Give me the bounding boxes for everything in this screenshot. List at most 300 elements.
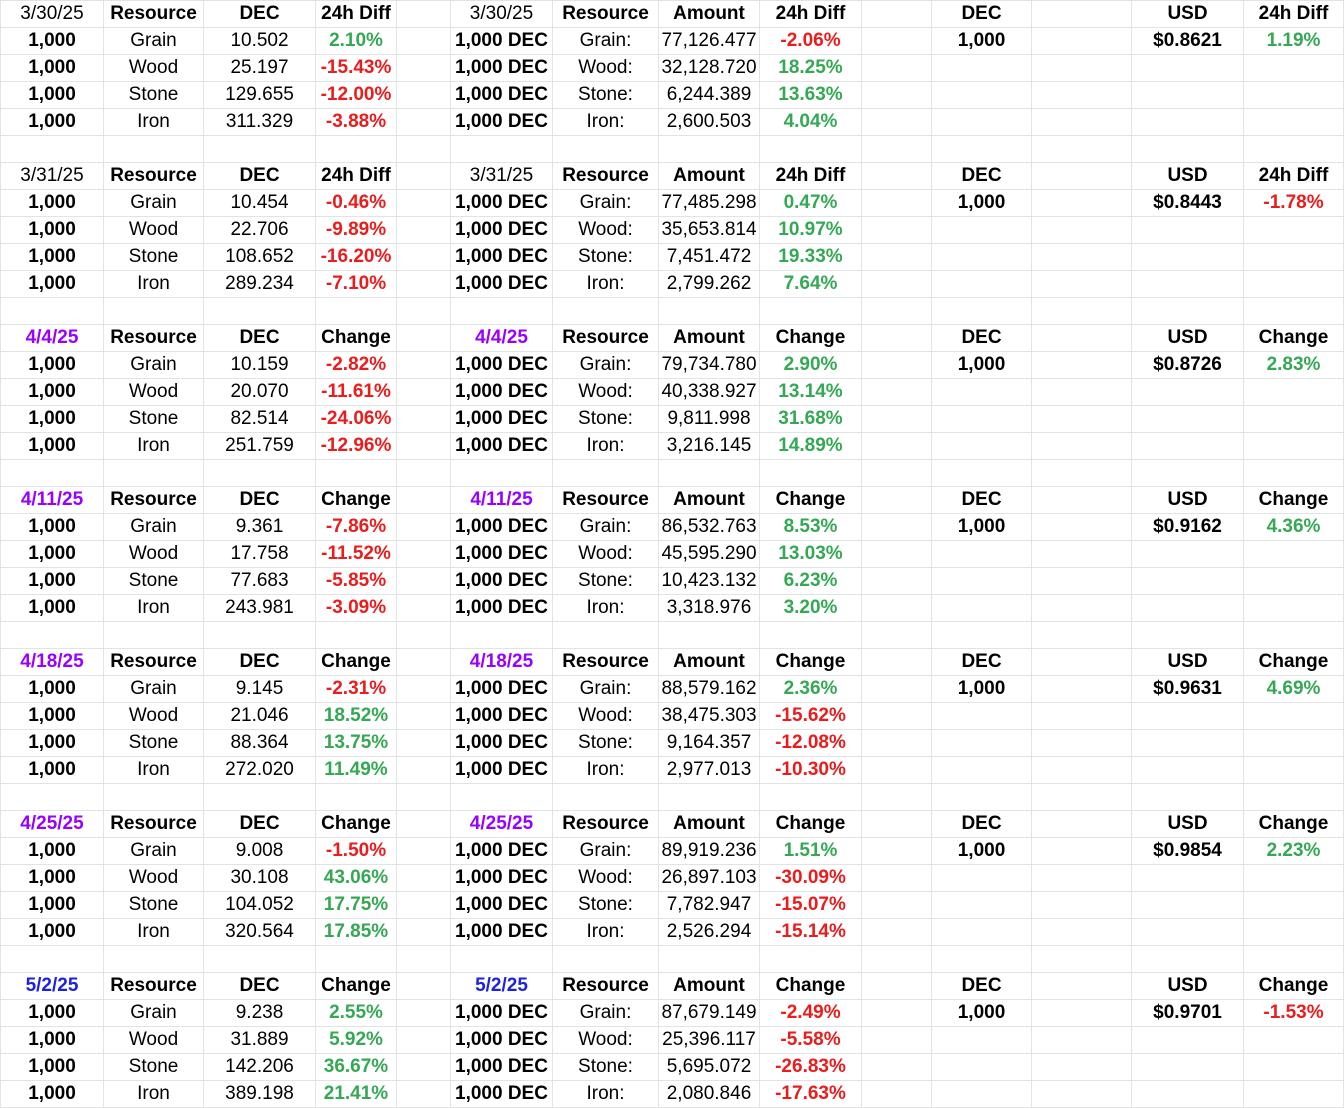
- resource-cell[interactable]: Wood: [104, 1027, 204, 1054]
- dec-price-cell[interactable]: 272.020: [204, 757, 316, 784]
- amount-cell[interactable]: 6,244.389: [659, 82, 760, 109]
- empty-cell[interactable]: [1032, 784, 1132, 811]
- quantity-cell[interactable]: 1,000: [1, 55, 104, 82]
- empty-cell[interactable]: [1032, 298, 1132, 325]
- empty-cell[interactable]: [1032, 379, 1132, 406]
- empty-cell[interactable]: [1032, 1027, 1132, 1054]
- empty-cell[interactable]: [1132, 568, 1244, 595]
- resource-cell[interactable]: Iron: [104, 919, 204, 946]
- dec-price-cell[interactable]: 108.652: [204, 244, 316, 271]
- empty-cell[interactable]: [1244, 1081, 1344, 1108]
- empty-cell[interactable]: [862, 676, 932, 703]
- change-cell[interactable]: 21.41%: [316, 1081, 397, 1108]
- empty-cell[interactable]: [397, 460, 451, 487]
- empty-cell[interactable]: [451, 622, 553, 649]
- change-cell[interactable]: -3.09%: [316, 595, 397, 622]
- empty-cell[interactable]: [932, 82, 1032, 109]
- change-cell[interactable]: -0.46%: [316, 190, 397, 217]
- empty-cell[interactable]: [397, 136, 451, 163]
- date-cell[interactable]: 4/25/25: [1, 811, 104, 838]
- empty-cell[interactable]: [1032, 676, 1132, 703]
- empty-cell[interactable]: [862, 109, 932, 136]
- dec-price-cell[interactable]: 10.454: [204, 190, 316, 217]
- dec-quantity-cell[interactable]: 1,000 DEC: [451, 433, 553, 460]
- empty-cell[interactable]: [659, 136, 760, 163]
- column-header[interactable]: DEC: [932, 487, 1032, 514]
- empty-cell[interactable]: [932, 784, 1032, 811]
- change-cell[interactable]: 17.75%: [316, 892, 397, 919]
- empty-cell[interactable]: [1032, 1000, 1132, 1027]
- empty-cell[interactable]: [862, 379, 932, 406]
- change-cell[interactable]: -15.14%: [760, 919, 862, 946]
- resource-cell[interactable]: Grain:: [553, 190, 659, 217]
- quantity-cell[interactable]: 1,000: [1, 757, 104, 784]
- resource-cell[interactable]: Wood:: [553, 55, 659, 82]
- empty-cell[interactable]: [397, 1081, 451, 1108]
- resource-cell[interactable]: Iron:: [553, 109, 659, 136]
- quantity-cell[interactable]: 1,000: [1, 1081, 104, 1108]
- empty-cell[interactable]: [1244, 946, 1344, 973]
- column-header[interactable]: Resource: [104, 649, 204, 676]
- empty-cell[interactable]: [932, 298, 1032, 325]
- column-header[interactable]: USD: [1132, 973, 1244, 1000]
- empty-cell[interactable]: [862, 298, 932, 325]
- empty-cell[interactable]: [659, 622, 760, 649]
- quantity-cell[interactable]: 1,000: [1, 217, 104, 244]
- empty-cell[interactable]: [1132, 109, 1244, 136]
- empty-cell[interactable]: [862, 730, 932, 757]
- column-header[interactable]: Resource: [553, 1, 659, 28]
- empty-cell[interactable]: [1244, 703, 1344, 730]
- change-cell[interactable]: 2.36%: [760, 676, 862, 703]
- dec-price-cell[interactable]: 104.052: [204, 892, 316, 919]
- column-header[interactable]: 24h Diff: [760, 163, 862, 190]
- amount-cell[interactable]: 3,318.976: [659, 595, 760, 622]
- empty-cell[interactable]: [862, 595, 932, 622]
- empty-cell[interactable]: [932, 622, 1032, 649]
- empty-cell[interactable]: [932, 946, 1032, 973]
- amount-cell[interactable]: 9,164.357: [659, 730, 760, 757]
- dec-quantity-cell[interactable]: 1,000 DEC: [451, 244, 553, 271]
- amount-cell[interactable]: 9,811.998: [659, 406, 760, 433]
- dec-price-cell[interactable]: 9.008: [204, 838, 316, 865]
- empty-cell[interactable]: [862, 1054, 932, 1081]
- empty-cell[interactable]: [397, 757, 451, 784]
- empty-cell[interactable]: [862, 271, 932, 298]
- date-cell[interactable]: 5/2/25: [451, 973, 553, 1000]
- column-header[interactable]: DEC: [932, 325, 1032, 352]
- change-cell[interactable]: 2.90%: [760, 352, 862, 379]
- column-header[interactable]: DEC: [932, 649, 1032, 676]
- dec-quantity-cell[interactable]: 1,000 DEC: [451, 1000, 553, 1027]
- empty-cell[interactable]: [862, 892, 932, 919]
- dec-quantity-cell[interactable]: 1,000 DEC: [451, 514, 553, 541]
- empty-cell[interactable]: [1032, 406, 1132, 433]
- column-header[interactable]: 24h Diff: [1244, 163, 1344, 190]
- column-header[interactable]: DEC: [932, 973, 1032, 1000]
- dec-price-cell[interactable]: 9.238: [204, 1000, 316, 1027]
- quantity-cell[interactable]: 1,000: [1, 1000, 104, 1027]
- amount-cell[interactable]: 2,600.503: [659, 109, 760, 136]
- empty-cell[interactable]: [862, 757, 932, 784]
- empty-cell[interactable]: [932, 1054, 1032, 1081]
- resource-cell[interactable]: Stone: [104, 244, 204, 271]
- empty-cell[interactable]: [1132, 298, 1244, 325]
- empty-cell[interactable]: [1244, 136, 1344, 163]
- empty-cell[interactable]: [862, 163, 932, 190]
- empty-cell[interactable]: [862, 325, 932, 352]
- resource-cell[interactable]: Wood: [104, 703, 204, 730]
- empty-cell[interactable]: [316, 622, 397, 649]
- empty-cell[interactable]: [1, 622, 104, 649]
- column-header[interactable]: Change: [760, 649, 862, 676]
- empty-cell[interactable]: [1132, 595, 1244, 622]
- amount-cell[interactable]: 2,526.294: [659, 919, 760, 946]
- empty-cell[interactable]: [1244, 244, 1344, 271]
- dec-price-cell[interactable]: 21.046: [204, 703, 316, 730]
- resource-cell[interactable]: Grain: [104, 28, 204, 55]
- change-cell[interactable]: 4.36%: [1244, 514, 1344, 541]
- empty-cell[interactable]: [104, 298, 204, 325]
- empty-cell[interactable]: [397, 325, 451, 352]
- empty-cell[interactable]: [659, 784, 760, 811]
- dec-quantity-cell[interactable]: 1,000 DEC: [451, 271, 553, 298]
- empty-cell[interactable]: [204, 946, 316, 973]
- empty-cell[interactable]: [862, 811, 932, 838]
- empty-cell[interactable]: [932, 757, 1032, 784]
- empty-cell[interactable]: [1032, 136, 1132, 163]
- empty-cell[interactable]: [1244, 757, 1344, 784]
- change-cell[interactable]: -15.43%: [316, 55, 397, 82]
- dec-quantity-cell[interactable]: 1,000 DEC: [451, 379, 553, 406]
- change-cell[interactable]: -2.82%: [316, 352, 397, 379]
- empty-cell[interactable]: [1032, 433, 1132, 460]
- dec-quantity-cell[interactable]: 1,000 DEC: [451, 28, 553, 55]
- empty-cell[interactable]: [1132, 379, 1244, 406]
- empty-cell[interactable]: [1032, 1081, 1132, 1108]
- empty-cell[interactable]: [1132, 1027, 1244, 1054]
- empty-cell[interactable]: [1244, 109, 1344, 136]
- empty-cell[interactable]: [659, 298, 760, 325]
- dec-price-cell[interactable]: 22.706: [204, 217, 316, 244]
- empty-cell[interactable]: [760, 622, 862, 649]
- empty-cell[interactable]: [1132, 703, 1244, 730]
- amount-cell[interactable]: 25,396.117: [659, 1027, 760, 1054]
- empty-cell[interactable]: [1032, 892, 1132, 919]
- change-cell[interactable]: 2.23%: [1244, 838, 1344, 865]
- empty-cell[interactable]: [1032, 649, 1132, 676]
- empty-cell[interactable]: [397, 811, 451, 838]
- empty-cell[interactable]: [1132, 919, 1244, 946]
- empty-cell[interactable]: [104, 460, 204, 487]
- change-cell[interactable]: 10.97%: [760, 217, 862, 244]
- usd-cell[interactable]: $0.9162: [1132, 514, 1244, 541]
- resource-cell[interactable]: Grain: [104, 1000, 204, 1027]
- resource-cell[interactable]: Wood: [104, 379, 204, 406]
- resource-cell[interactable]: Stone: [104, 892, 204, 919]
- empty-cell[interactable]: [316, 460, 397, 487]
- change-cell[interactable]: -7.10%: [316, 271, 397, 298]
- resource-cell[interactable]: Stone:: [553, 1054, 659, 1081]
- change-cell[interactable]: 18.25%: [760, 55, 862, 82]
- resource-cell[interactable]: Iron:: [553, 757, 659, 784]
- dec-quantity-cell[interactable]: 1,000 DEC: [451, 217, 553, 244]
- empty-cell[interactable]: [1132, 271, 1244, 298]
- date-cell[interactable]: 3/31/25: [1, 163, 104, 190]
- empty-cell[interactable]: [862, 1027, 932, 1054]
- empty-cell[interactable]: [397, 1000, 451, 1027]
- dec-cell[interactable]: 1,000: [932, 28, 1032, 55]
- change-cell[interactable]: -24.06%: [316, 406, 397, 433]
- quantity-cell[interactable]: 1,000: [1, 919, 104, 946]
- empty-cell[interactable]: [1244, 1027, 1344, 1054]
- empty-cell[interactable]: [932, 244, 1032, 271]
- dec-quantity-cell[interactable]: 1,000 DEC: [451, 352, 553, 379]
- resource-cell[interactable]: Stone: [104, 82, 204, 109]
- dec-price-cell[interactable]: 311.329: [204, 109, 316, 136]
- change-cell[interactable]: 11.49%: [316, 757, 397, 784]
- dec-price-cell[interactable]: 82.514: [204, 406, 316, 433]
- empty-cell[interactable]: [1132, 433, 1244, 460]
- empty-cell[interactable]: [862, 865, 932, 892]
- resource-cell[interactable]: Wood: [104, 55, 204, 82]
- date-cell[interactable]: 4/4/25: [1, 325, 104, 352]
- empty-cell[interactable]: [397, 406, 451, 433]
- empty-cell[interactable]: [760, 784, 862, 811]
- empty-cell[interactable]: [397, 541, 451, 568]
- empty-cell[interactable]: [862, 460, 932, 487]
- resource-cell[interactable]: Iron: [104, 757, 204, 784]
- empty-cell[interactable]: [932, 406, 1032, 433]
- column-header[interactable]: DEC: [204, 1, 316, 28]
- change-cell[interactable]: 2.10%: [316, 28, 397, 55]
- change-cell[interactable]: 0.47%: [760, 190, 862, 217]
- empty-cell[interactable]: [1032, 946, 1132, 973]
- empty-cell[interactable]: [204, 460, 316, 487]
- empty-cell[interactable]: [553, 460, 659, 487]
- empty-cell[interactable]: [1132, 757, 1244, 784]
- quantity-cell[interactable]: 1,000: [1, 703, 104, 730]
- empty-cell[interactable]: [1032, 55, 1132, 82]
- dec-price-cell[interactable]: 289.234: [204, 271, 316, 298]
- column-header[interactable]: 24h Diff: [316, 163, 397, 190]
- change-cell[interactable]: 2.83%: [1244, 352, 1344, 379]
- empty-cell[interactable]: [932, 55, 1032, 82]
- column-header[interactable]: Resource: [553, 325, 659, 352]
- empty-cell[interactable]: [104, 946, 204, 973]
- resource-cell[interactable]: Grain:: [553, 838, 659, 865]
- empty-cell[interactable]: [1032, 919, 1132, 946]
- dec-price-cell[interactable]: 243.981: [204, 595, 316, 622]
- empty-cell[interactable]: [1032, 973, 1132, 1000]
- change-cell[interactable]: -1.50%: [316, 838, 397, 865]
- column-header[interactable]: Resource: [553, 649, 659, 676]
- empty-cell[interactable]: [1032, 730, 1132, 757]
- empty-cell[interactable]: [932, 433, 1032, 460]
- empty-cell[interactable]: [862, 1081, 932, 1108]
- empty-cell[interactable]: [397, 514, 451, 541]
- change-cell[interactable]: 13.14%: [760, 379, 862, 406]
- dec-cell[interactable]: 1,000: [932, 352, 1032, 379]
- empty-cell[interactable]: [862, 433, 932, 460]
- quantity-cell[interactable]: 1,000: [1, 730, 104, 757]
- column-header[interactable]: Resource: [104, 487, 204, 514]
- empty-cell[interactable]: [862, 217, 932, 244]
- quantity-cell[interactable]: 1,000: [1, 838, 104, 865]
- dec-quantity-cell[interactable]: 1,000 DEC: [451, 109, 553, 136]
- column-header[interactable]: Change: [760, 973, 862, 1000]
- quantity-cell[interactable]: 1,000: [1, 514, 104, 541]
- resource-cell[interactable]: Stone:: [553, 730, 659, 757]
- amount-cell[interactable]: 2,080.846: [659, 1081, 760, 1108]
- quantity-cell[interactable]: 1,000: [1, 406, 104, 433]
- resource-cell[interactable]: Iron: [104, 595, 204, 622]
- date-cell[interactable]: 3/30/25: [1, 1, 104, 28]
- empty-cell[interactable]: [659, 460, 760, 487]
- empty-cell[interactable]: [932, 271, 1032, 298]
- resource-cell[interactable]: Wood:: [553, 541, 659, 568]
- empty-cell[interactable]: [1244, 298, 1344, 325]
- resource-cell[interactable]: Wood: [104, 541, 204, 568]
- change-cell[interactable]: -12.96%: [316, 433, 397, 460]
- empty-cell[interactable]: [1244, 622, 1344, 649]
- empty-cell[interactable]: [104, 136, 204, 163]
- change-cell[interactable]: -17.63%: [760, 1081, 862, 1108]
- dec-price-cell[interactable]: 129.655: [204, 82, 316, 109]
- change-cell[interactable]: -12.00%: [316, 82, 397, 109]
- resource-cell[interactable]: Grain:: [553, 352, 659, 379]
- empty-cell[interactable]: [1032, 244, 1132, 271]
- empty-cell[interactable]: [553, 136, 659, 163]
- empty-cell[interactable]: [397, 946, 451, 973]
- dec-price-cell[interactable]: 9.361: [204, 514, 316, 541]
- column-header[interactable]: DEC: [204, 649, 316, 676]
- empty-cell[interactable]: [397, 892, 451, 919]
- resource-cell[interactable]: Grain: [104, 190, 204, 217]
- resource-cell[interactable]: Wood: [104, 217, 204, 244]
- empty-cell[interactable]: [1032, 82, 1132, 109]
- change-cell[interactable]: -3.88%: [316, 109, 397, 136]
- empty-cell[interactable]: [1032, 190, 1132, 217]
- empty-cell[interactable]: [1032, 109, 1132, 136]
- resource-cell[interactable]: Stone:: [553, 568, 659, 595]
- amount-cell[interactable]: 40,338.927: [659, 379, 760, 406]
- change-cell[interactable]: -10.30%: [760, 757, 862, 784]
- change-cell[interactable]: 1.19%: [1244, 28, 1344, 55]
- empty-cell[interactable]: [862, 703, 932, 730]
- empty-cell[interactable]: [1, 460, 104, 487]
- empty-cell[interactable]: [316, 784, 397, 811]
- quantity-cell[interactable]: 1,000: [1, 271, 104, 298]
- empty-cell[interactable]: [932, 460, 1032, 487]
- amount-cell[interactable]: 35,653.814: [659, 217, 760, 244]
- empty-cell[interactable]: [1244, 55, 1344, 82]
- empty-cell[interactable]: [862, 1000, 932, 1027]
- empty-cell[interactable]: [397, 568, 451, 595]
- change-cell[interactable]: 31.68%: [760, 406, 862, 433]
- column-header[interactable]: Resource: [553, 811, 659, 838]
- column-header[interactable]: Amount: [659, 487, 760, 514]
- empty-cell[interactable]: [760, 298, 862, 325]
- resource-cell[interactable]: Grain:: [553, 676, 659, 703]
- quantity-cell[interactable]: 1,000: [1, 676, 104, 703]
- dec-cell[interactable]: 1,000: [932, 514, 1032, 541]
- empty-cell[interactable]: [932, 865, 1032, 892]
- quantity-cell[interactable]: 1,000: [1, 190, 104, 217]
- column-header[interactable]: DEC: [204, 973, 316, 1000]
- dec-price-cell[interactable]: 10.502: [204, 28, 316, 55]
- dec-quantity-cell[interactable]: 1,000 DEC: [451, 838, 553, 865]
- amount-cell[interactable]: 86,532.763: [659, 514, 760, 541]
- empty-cell[interactable]: [553, 946, 659, 973]
- dec-cell[interactable]: 1,000: [932, 838, 1032, 865]
- empty-cell[interactable]: [1032, 163, 1132, 190]
- change-cell[interactable]: 5.92%: [316, 1027, 397, 1054]
- empty-cell[interactable]: [104, 622, 204, 649]
- empty-cell[interactable]: [553, 622, 659, 649]
- change-cell[interactable]: -16.20%: [316, 244, 397, 271]
- empty-cell[interactable]: [1132, 784, 1244, 811]
- column-header[interactable]: Resource: [553, 487, 659, 514]
- empty-cell[interactable]: [451, 784, 553, 811]
- empty-cell[interactable]: [1244, 271, 1344, 298]
- dec-price-cell[interactable]: 10.159: [204, 352, 316, 379]
- usd-cell[interactable]: $0.9701: [1132, 1000, 1244, 1027]
- change-cell[interactable]: -15.62%: [760, 703, 862, 730]
- empty-cell[interactable]: [1244, 1054, 1344, 1081]
- empty-cell[interactable]: [553, 784, 659, 811]
- change-cell[interactable]: -11.52%: [316, 541, 397, 568]
- empty-cell[interactable]: [397, 298, 451, 325]
- column-header[interactable]: 24h Diff: [1244, 1, 1344, 28]
- empty-cell[interactable]: [862, 946, 932, 973]
- empty-cell[interactable]: [862, 568, 932, 595]
- amount-cell[interactable]: 88,579.162: [659, 676, 760, 703]
- change-cell[interactable]: -2.31%: [316, 676, 397, 703]
- empty-cell[interactable]: [1, 298, 104, 325]
- empty-cell[interactable]: [1132, 1081, 1244, 1108]
- empty-cell[interactable]: [862, 244, 932, 271]
- empty-cell[interactable]: [932, 541, 1032, 568]
- column-header[interactable]: Resource: [104, 973, 204, 1000]
- empty-cell[interactable]: [862, 514, 932, 541]
- amount-cell[interactable]: 10,423.132: [659, 568, 760, 595]
- dec-quantity-cell[interactable]: 1,000 DEC: [451, 865, 553, 892]
- change-cell[interactable]: -12.08%: [760, 730, 862, 757]
- empty-cell[interactable]: [1132, 865, 1244, 892]
- empty-cell[interactable]: [1132, 406, 1244, 433]
- column-header[interactable]: DEC: [204, 811, 316, 838]
- resource-cell[interactable]: Stone:: [553, 244, 659, 271]
- column-header[interactable]: Resource: [104, 325, 204, 352]
- column-header[interactable]: USD: [1132, 163, 1244, 190]
- empty-cell[interactable]: [1244, 217, 1344, 244]
- change-cell[interactable]: 13.75%: [316, 730, 397, 757]
- column-header[interactable]: Change: [760, 811, 862, 838]
- quantity-cell[interactable]: 1,000: [1, 352, 104, 379]
- empty-cell[interactable]: [204, 622, 316, 649]
- dec-price-cell[interactable]: 31.889: [204, 1027, 316, 1054]
- change-cell[interactable]: -1.53%: [1244, 1000, 1344, 1027]
- change-cell[interactable]: 2.55%: [316, 1000, 397, 1027]
- empty-cell[interactable]: [451, 298, 553, 325]
- dec-cell[interactable]: 1,000: [932, 676, 1032, 703]
- change-cell[interactable]: 3.20%: [760, 595, 862, 622]
- empty-cell[interactable]: [932, 379, 1032, 406]
- empty-cell[interactable]: [1, 136, 104, 163]
- amount-cell[interactable]: 89,919.236: [659, 838, 760, 865]
- resource-cell[interactable]: Wood: [104, 865, 204, 892]
